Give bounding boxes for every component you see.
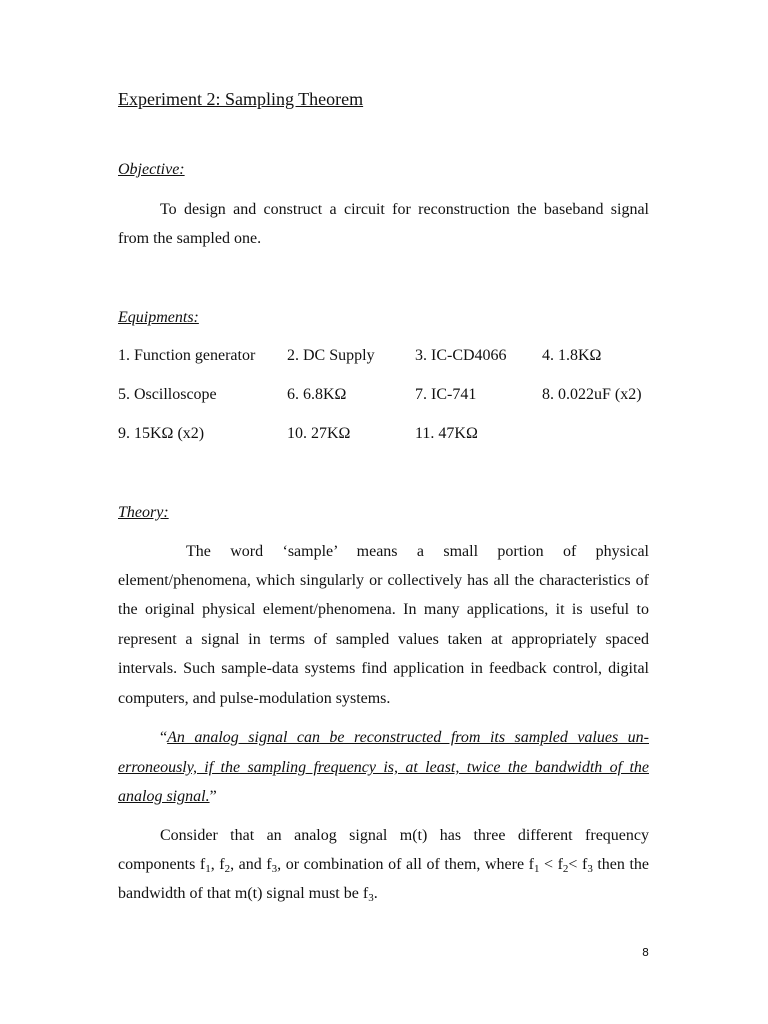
- theory-heading: Theory:: [118, 504, 169, 521]
- equipment-item: 4. 1.8KΩ: [542, 347, 602, 364]
- equipment-item: 11. 47KΩ: [415, 425, 478, 442]
- theory-line: the original physical element/phenomena. In many applications, it is useful to: [118, 601, 649, 618]
- equipment-item: 2. DC Supply: [287, 347, 375, 364]
- equipment-item: 1. Function generator: [118, 347, 256, 364]
- theory-line: The word ‘sample’ means a small portion of physical: [186, 543, 649, 560]
- quote-line-1: [160, 728, 649, 748]
- quote-close-mark: ”: [209, 788, 217, 805]
- equipment-item: 6. 6.8KΩ: [287, 386, 347, 403]
- theory-line: element/phenomena, which singularly or collectively has all the characteristics of: [118, 572, 649, 589]
- quote-text: analog signal.: [118, 788, 210, 805]
- quote-text: erroneously, if the sampling frequency is, at least, twice the bandwidth of the: [118, 759, 649, 776]
- quote-line-3: [118, 787, 649, 807]
- quote-open-mark: “: [160, 729, 168, 746]
- equipment-item: 9. 15KΩ (x2): [118, 425, 205, 442]
- equipment-item: 3. IC-CD4066: [415, 347, 507, 364]
- equipment-item: 10. 27KΩ: [287, 425, 351, 442]
- page-number: 8: [642, 946, 649, 959]
- theory-line: represent a signal in terms of sampled values taken at appropriately spaced: [118, 631, 649, 648]
- consider-line-1: Consider that an analog signal m(t) has three different frequency: [160, 827, 649, 844]
- consider-line-3: bandwidth of that m(t) signal must be $f_3$.: [118, 885, 378, 904]
- equipment-item: 8. 0.022uF (x2): [542, 386, 642, 403]
- theory-line: intervals. Such sample-data systems find application in feedback control, digital: [118, 660, 649, 677]
- quote-text: An analog signal can be reconstructed from its sampled values un-: [167, 729, 649, 746]
- quote-line-2: [118, 758, 649, 778]
- objective-line-2: from the sampled one.: [118, 230, 262, 247]
- equipment-item: 5. Oscilloscope: [118, 386, 217, 403]
- objective-line-1: To design and construct a circuit for reconstruction the baseband signal: [160, 201, 649, 218]
- equipment-item: 7. IC-741: [415, 386, 477, 403]
- page-title: Experiment 2: Sampling Theorem: [118, 89, 364, 109]
- consider-line-2: components $f_1$, $f_2$, and $f_3$, or combination of all of them, where $f_1 < f_2< f_3$ then the: [118, 856, 650, 875]
- equipments-heading: Equipments:: [118, 309, 199, 326]
- theory-line: computers, and pulse-modulation systems.: [118, 690, 391, 707]
- objective-heading: Objective:: [118, 161, 185, 178]
